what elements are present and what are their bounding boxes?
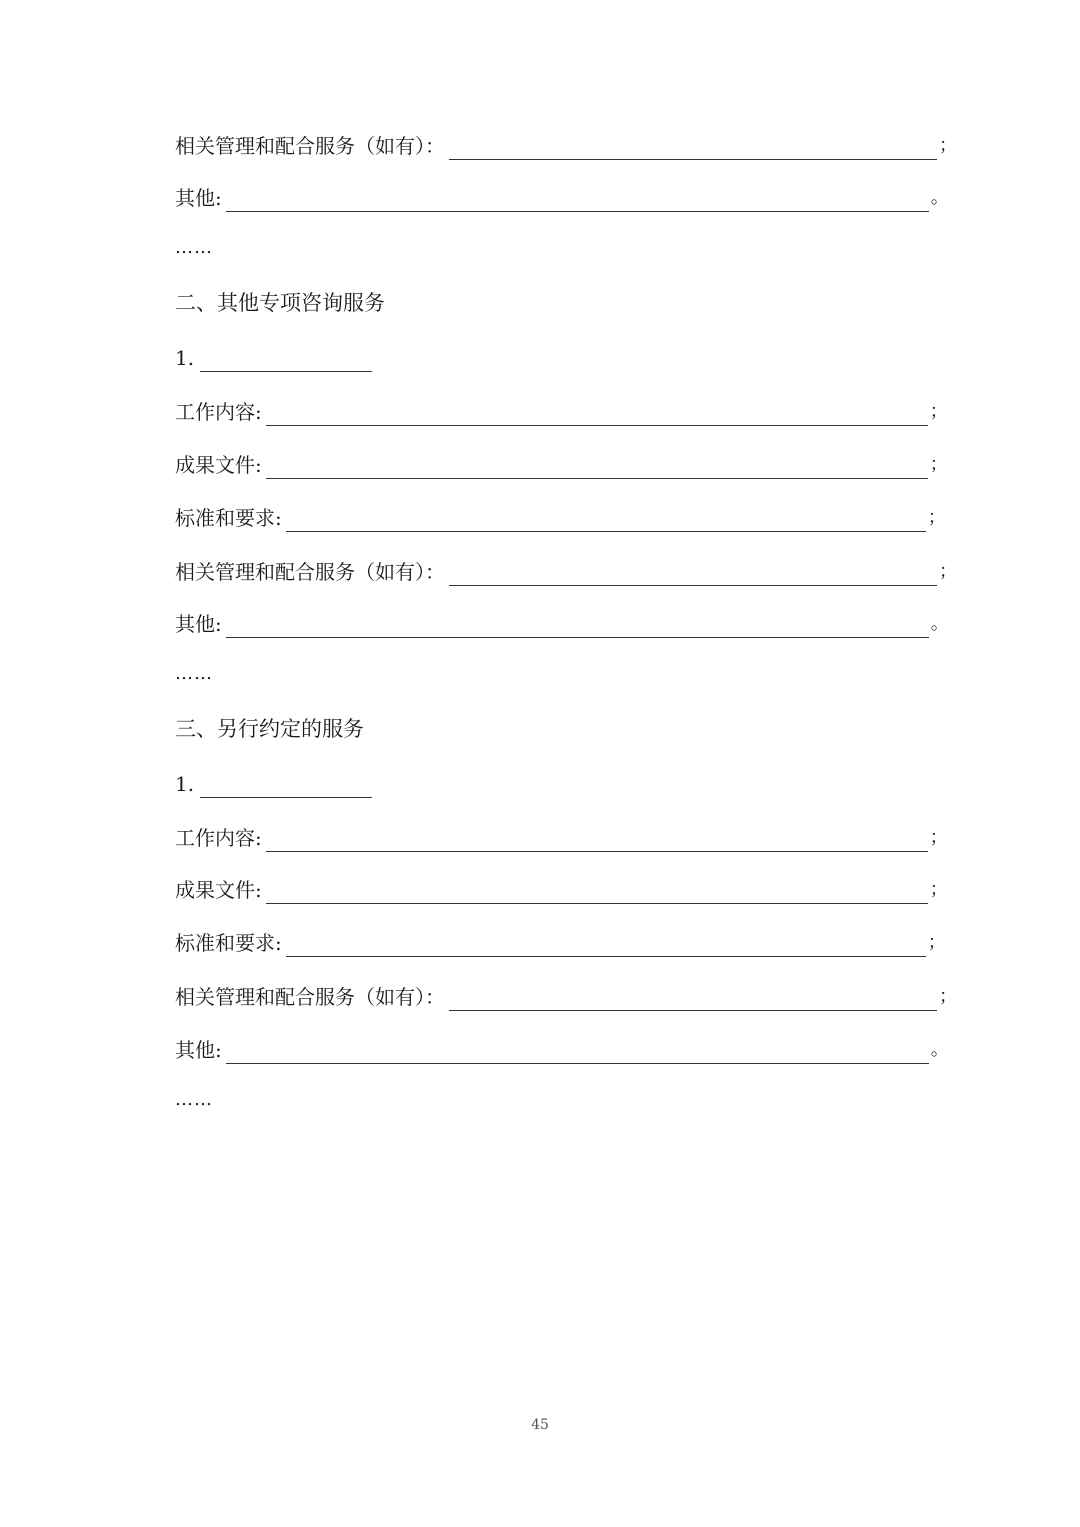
item-title-blank[interactable] <box>200 349 372 372</box>
other-label: 其他: <box>175 186 222 210</box>
management-line <box>175 554 957 586</box>
line-end-semicolon: ； <box>929 827 948 848</box>
management-blank[interactable] <box>449 988 937 1011</box>
work-content-line <box>175 820 948 852</box>
deliverables-label: 成果文件: <box>175 878 262 902</box>
line-end-period: 。 <box>930 187 949 208</box>
deliverables-blank[interactable] <box>266 881 928 904</box>
management-line <box>175 979 957 1011</box>
other-line <box>175 180 949 212</box>
other-blank[interactable] <box>226 189 929 212</box>
standards-line <box>175 500 946 532</box>
ellipsis: …… <box>175 663 213 684</box>
line-end-period: 。 <box>930 613 949 634</box>
standards-line <box>175 925 946 957</box>
other-blank[interactable] <box>226 615 929 638</box>
ellipsis: …… <box>175 237 213 258</box>
line-end-semicolon: ； <box>929 454 948 475</box>
line-end-semicolon: ； <box>939 986 957 1007</box>
standards-blank[interactable] <box>286 509 926 532</box>
deliverables-blank[interactable] <box>266 456 928 479</box>
deliverables-line <box>175 872 948 904</box>
item-title-blank[interactable] <box>200 775 372 798</box>
ellipsis: …… <box>175 1089 213 1110</box>
deliverables-line <box>175 447 948 479</box>
work-content-line <box>175 394 948 426</box>
item-number: 1. <box>175 772 195 796</box>
line-end-semicolon: ； <box>939 135 957 156</box>
management-label: 相关管理和配合服务（如有）： <box>175 134 445 158</box>
line-end-semicolon: ； <box>939 561 957 582</box>
item-number: 1. <box>175 346 195 370</box>
line-end-semicolon: ； <box>927 932 946 953</box>
management-label: 相关管理和配合服务（如有）： <box>175 985 445 1009</box>
work-content-label: 工作内容: <box>175 400 262 424</box>
standards-blank[interactable] <box>286 934 926 957</box>
line-end-semicolon: ； <box>927 507 946 528</box>
item-number-line <box>175 340 374 372</box>
other-blank[interactable] <box>226 1041 929 1064</box>
other-label: 其他: <box>175 1038 222 1062</box>
line-end-semicolon: ； <box>929 401 948 422</box>
management-blank[interactable] <box>449 137 937 160</box>
work-content-blank[interactable] <box>266 403 928 426</box>
standards-label: 标准和要求: <box>175 506 282 530</box>
management-line <box>175 128 957 160</box>
other-line <box>175 1032 949 1064</box>
other-line <box>175 606 949 638</box>
line-end-semicolon: ； <box>929 879 948 900</box>
work-content-blank[interactable] <box>266 829 928 852</box>
other-label: 其他: <box>175 612 222 636</box>
page-number: 45 <box>531 1417 549 1433</box>
section-heading-2: 二、其他专项咨询服务 <box>175 291 385 315</box>
section-heading-3: 三、另行约定的服务 <box>175 717 364 741</box>
item-number-line <box>175 766 374 798</box>
standards-label: 标准和要求: <box>175 931 282 955</box>
work-content-label: 工作内容: <box>175 826 262 850</box>
management-blank[interactable] <box>449 563 937 586</box>
line-end-period: 。 <box>930 1039 949 1060</box>
deliverables-label: 成果文件: <box>175 453 262 477</box>
management-label: 相关管理和配合服务（如有）： <box>175 560 445 584</box>
